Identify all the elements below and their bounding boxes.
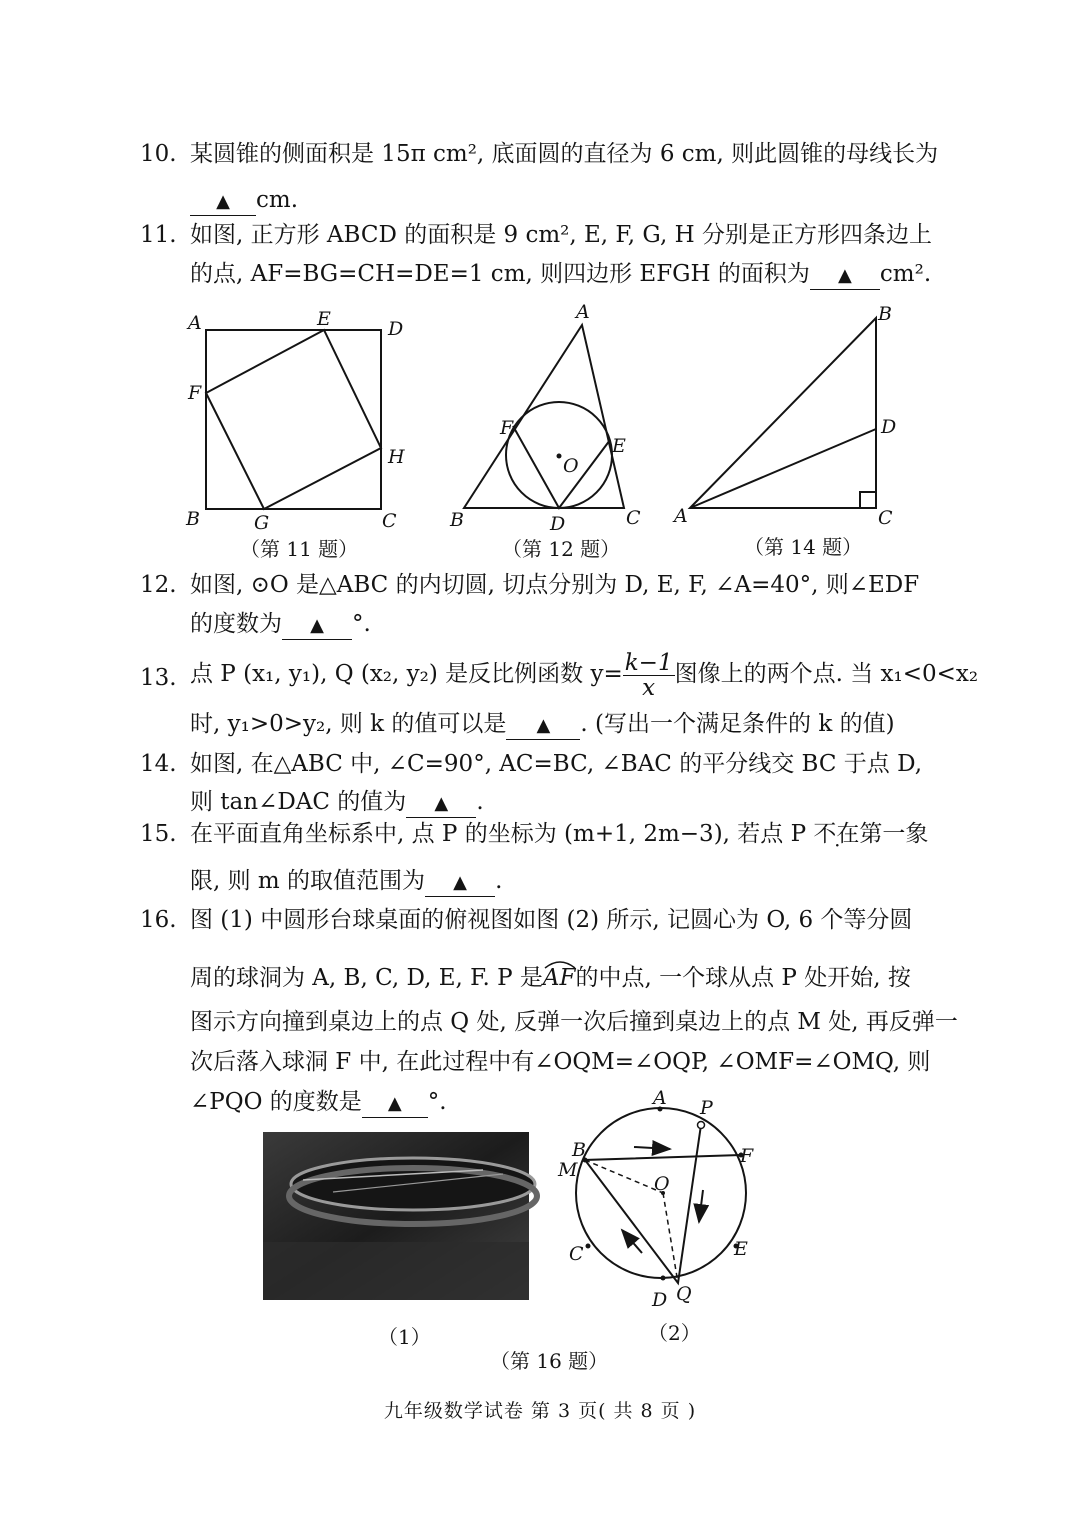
q16-line5: ∠PQO 的度数是 ▲ °. [190, 1086, 447, 1118]
q14-number: 14. [140, 751, 177, 777]
fig16-label-f: F [740, 1145, 754, 1167]
figure-11 [180, 305, 420, 535]
q12-line2: 的度数为 ▲ °. [190, 608, 371, 640]
q16-line1: 图 (1) 中圆形台球桌面的俯视图如图 (2) 所示, 记圆心为 O, 6 个等分圆 [190, 907, 913, 933]
q15-line2: 限, 则 m 的取值范围为 ▲ . [190, 865, 502, 897]
fig12-label-f: F [500, 417, 514, 439]
q16-line2: 周的球洞为 A, B, C, D, E, F. P 是AF 的中点, 一个球从点 P 处开始, 按 [190, 962, 911, 994]
fig16-label-c: C [569, 1243, 584, 1265]
q15-answer-blank[interactable]: ▲ [425, 868, 495, 897]
q14-line2: 则 tan∠DAC 的值为 ▲ . [190, 786, 484, 818]
q10-line2: ▲ cm. [190, 184, 298, 216]
fig16-label-d: D [652, 1289, 668, 1311]
q12-line1: 如图, ⊙O 是△ABC 的内切圆, 切点分别为 D, E, F, ∠A=40°, 则∠EDF [190, 572, 920, 598]
q13-answer-blank[interactable]: ▲ [506, 711, 580, 740]
billiard-table-photo [263, 1132, 529, 1300]
q16-line3: 图示方向撞到桌边上的点 Q 处, 反弹一次后撞到桌边上的点 M 处, 再反弹一 [190, 1009, 958, 1035]
fig14-caption: （第 14 题） [744, 535, 863, 559]
fig16-label-e: E [734, 1238, 748, 1260]
fig11-label-b: B [186, 508, 200, 530]
q13-line1: 点 P (x₁, y₁), Q (x₂, y₂) 是反比例函数 y= $\frac{k-1}{x}$ 图像上的两个点. 当 x₁<0<x₂ [190, 649, 979, 701]
fig14-label-d: D [881, 416, 897, 438]
q10-line1: 某圆锥的侧面积是 15π cm², 底面圆的直径为 6 cm, 则此圆锥的母线长为 [190, 141, 939, 167]
q15-line1: 在平面直角坐标系中, 点 P 的坐标为 (m+1, 2m−3), 若点 P 不在第一象 [190, 821, 929, 847]
q13-number: 13. [140, 665, 177, 691]
fig16-label-p: P [700, 1097, 713, 1119]
fig11-label-g: G [254, 512, 270, 534]
q12-number: 12. [140, 572, 177, 598]
q15-emphasis: 不在 [813, 821, 860, 847]
q11-number: 11. [140, 222, 177, 248]
fig11-label-h: H [388, 446, 405, 468]
q11-line2: 的点, AF=BG=CH=DE=1 cm, 则四边形 EFGH 的面积为 ▲ cm². [190, 258, 931, 290]
q16-line4: 次后落入球洞 F 中, 在此过程中有∠OQM=∠OQP, ∠OMF=∠OMQ, 则 [190, 1049, 931, 1075]
q15-number: 15. [140, 821, 177, 847]
fig11-caption: （第 11 题） [240, 537, 359, 561]
q14-line1: 如图, 在△ABC 中, ∠C=90°, AC=BC, ∠BAC 的平分线交 BC 于点 D, [190, 751, 923, 777]
fig16-label-m: M [558, 1159, 578, 1181]
figure-12 [440, 300, 660, 535]
q14-answer-blank[interactable]: ▲ [406, 789, 476, 818]
fig16-label-a: A [653, 1087, 667, 1109]
fig12-caption: （第 12 题） [502, 537, 621, 561]
q13-line2: 时, y₁>0>y₂, 则 k 的值可以是 ▲ . (写出一个满足条件的 k 的值) [190, 708, 895, 740]
q11-answer-blank[interactable]: ▲ [810, 261, 880, 290]
q16-answer-blank[interactable]: ▲ [362, 1089, 428, 1118]
fig16-label-o: O [654, 1173, 670, 1195]
fig12-label-e: E [612, 435, 626, 457]
fig16-label-b: B [572, 1139, 586, 1161]
fig11-label-f: F [188, 382, 202, 404]
fig14-label-c: C [878, 507, 893, 529]
fig11-label-d: D [388, 318, 404, 340]
fig12-label-a: A [576, 301, 590, 323]
q16-number: 16. [140, 907, 177, 933]
fig16-label-q: Q [676, 1283, 692, 1305]
fig11-label-c: C [382, 510, 397, 532]
q11-line1: 如图, 正方形 ABCD 的面积是 9 cm², E, F, G, H 分别是正方形四条边上 [190, 222, 932, 248]
fig16-caption-2: （2） [648, 1321, 701, 1345]
fig12-label-o: O [563, 455, 579, 477]
fig16-caption: （第 16 题） [490, 1349, 609, 1373]
fig14-label-a: A [674, 505, 688, 527]
figure-14 [670, 300, 910, 530]
fig14-label-b: B [878, 303, 892, 325]
fig12-label-b: B [450, 509, 464, 531]
fig12-label-c: C [626, 507, 641, 529]
fig11-label-e: E [317, 308, 331, 330]
figure-16-diagram [556, 1087, 776, 1311]
fig16-caption-1: （1） [378, 1325, 431, 1349]
fig11-label-a: A [188, 312, 202, 334]
page-footer: 九年级数学试卷 第 3 页( 共 8 页 ) [383, 1400, 697, 1422]
q12-answer-blank[interactable]: ▲ [282, 611, 352, 640]
q10-number: 10. [140, 141, 177, 167]
fig12-label-d: D [550, 513, 566, 535]
q10-answer-blank[interactable]: ▲ [190, 187, 256, 216]
q16-arc-af: AF [543, 965, 576, 991]
q13-fraction: $\frac{k-1}{x}$ [624, 649, 673, 701]
